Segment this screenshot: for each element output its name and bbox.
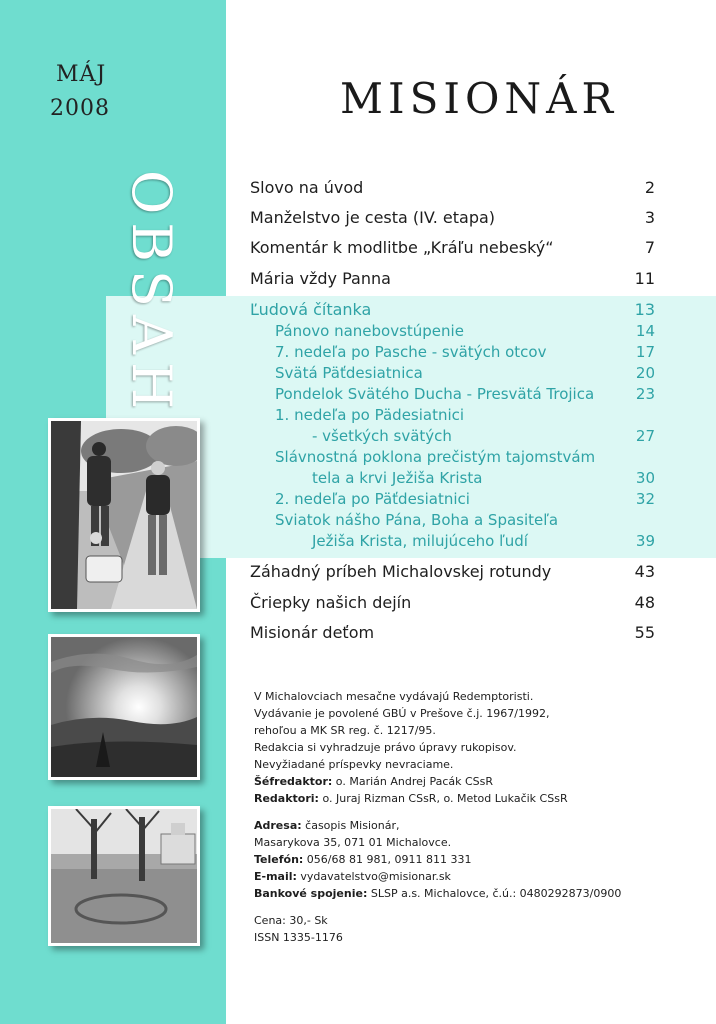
toc-subitem-continued[interactable]: [312, 531, 655, 551]
toc-item[interactable]: [250, 562, 655, 582]
toc-item[interactable]: [250, 593, 655, 613]
park-image: [51, 809, 197, 943]
price: Cena: 30,- Sk: [254, 914, 328, 927]
toc-title: Čriepky našich dejín: [250, 593, 412, 612]
toc-title: Slovo na úvod: [250, 178, 364, 197]
toc-item[interactable]: [250, 238, 655, 258]
contents-label: [119, 170, 183, 432]
toc-subitem-continued[interactable]: [312, 426, 655, 446]
toc-title: tela a krvi Ježiša Krista: [312, 469, 483, 487]
toc-page: 11: [634, 269, 655, 288]
contact-email[interactable]: E-mail: vydavatelstvo@misionar.sk: [254, 870, 451, 883]
toc-page: 3: [644, 208, 655, 227]
toc-title: Komentár k modlitbe „Kráľu nebeský“: [250, 238, 554, 257]
toc-section-heading[interactable]: [250, 300, 655, 320]
imprint-line: Vydávanie je povolené GBÚ v Prešove č.j. 1967/1992,: [254, 707, 550, 720]
issue-month: MÁJ: [56, 62, 107, 87]
toc-item[interactable]: [250, 208, 655, 228]
toc-title: Manželstvo je cesta (IV. etapa): [250, 208, 496, 227]
toc-title: Sviatok nášho Pána, Boha a Spasiteľa: [275, 511, 559, 529]
imprint-line: Nevyžiadané príspevky nevraciame.: [254, 758, 454, 771]
toc-title: 1. nedeľa po Pädesiatnici: [275, 406, 465, 424]
contact-bank: Bankové spojenie: SLSP a.s. Michalovce, č.ú.: 0480292873/0900: [254, 887, 622, 900]
toc-title: Pondelok Svätého Ducha - Presvätá Trojica: [275, 385, 595, 403]
imprint-editors: Redaktori: o. Juraj Rizman CSsR, o. Metod Lukačik CSsR: [254, 792, 568, 805]
toc-page: 20: [635, 364, 655, 382]
sunset-image: [51, 637, 197, 777]
toc-subitem[interactable]: [275, 363, 655, 383]
toc-title: Pánovo nanebovstúpenie: [275, 322, 464, 340]
photo-sunset: [48, 634, 200, 780]
toc-page: 13: [634, 300, 655, 319]
imprint-block: [254, 688, 568, 807]
issn: ISSN 1335-1176: [254, 931, 343, 944]
contact-address: Adresa: časopis Misionár,: [254, 819, 400, 832]
imprint-line: Redakcia si vyhradzuje právo úpravy rukopisov.: [254, 741, 517, 754]
photo-park: [48, 806, 200, 946]
price-block: [254, 912, 343, 946]
toc-title: Svätá Päťdesiatnica: [275, 364, 423, 382]
toc-subitem[interactable]: [275, 489, 655, 509]
toc-subitem[interactable]: [275, 405, 655, 425]
toc-subitem[interactable]: [275, 321, 655, 341]
toc-page: 2: [644, 178, 655, 197]
toc-subitem[interactable]: [275, 384, 655, 404]
toc-title: - všetkých svätých: [312, 427, 452, 445]
imprint-chief-editor: Šéfredaktor: o. Marián Andrej Pacák CSsR: [254, 775, 494, 788]
toc-page: 14: [635, 322, 655, 340]
toc-page: 43: [634, 562, 655, 581]
toc-page: 55: [634, 623, 655, 642]
contact-address-line: Masarykova 35, 071 01 Michalovce.: [254, 836, 452, 849]
toc-page: 39: [635, 532, 655, 550]
toc-title: Misionár deťom: [250, 623, 375, 642]
toc-title: 2. nedeľa po Päťdesiatnici: [275, 490, 470, 508]
toc-title: Ježiša Krista, milujúceho ľudí: [312, 532, 528, 550]
issue-year: 2008: [50, 96, 110, 121]
photo-family-walk: [48, 418, 200, 612]
toc-subitem-continued[interactable]: [312, 468, 655, 488]
toc-title: Slávnostná poklona prečistým tajomstvám: [275, 448, 596, 466]
family-walk-image: [51, 421, 197, 609]
toc-page: 32: [635, 490, 655, 508]
toc-page: 48: [634, 593, 655, 612]
toc-item[interactable]: [250, 178, 655, 198]
contact-phone: Telefón: 056/68 81 981, 0911 811 331: [254, 853, 472, 866]
contact-block: [254, 817, 621, 902]
toc-title: Mária vždy Panna: [250, 269, 391, 288]
toc-item[interactable]: [250, 269, 655, 289]
toc-page: 7: [644, 238, 655, 257]
toc-page: 23: [635, 385, 655, 403]
toc-subitem[interactable]: [275, 342, 655, 362]
toc-subitem[interactable]: [275, 447, 655, 467]
toc-page: 30: [635, 469, 655, 487]
toc-page: 17: [635, 343, 655, 361]
toc-title: 7. nedeľa po Pasche - svätých otcov: [275, 343, 547, 361]
contents-label-text: OBSAH: [120, 170, 183, 418]
toc-title: Záhadný príbeh Michalovskej rotundy: [250, 562, 552, 581]
imprint-line: V Michalovciach mesačne vydávajú Redemptoristi.: [254, 690, 534, 703]
toc-subitem[interactable]: [275, 510, 655, 530]
toc-item[interactable]: [250, 623, 655, 643]
imprint-line: rehoľou a MK SR reg. č. 1217/95.: [254, 724, 436, 737]
toc-title: Ľudová čítanka: [250, 300, 372, 319]
magazine-title: MISIONÁR: [340, 74, 619, 123]
toc-page: 27: [635, 427, 655, 445]
